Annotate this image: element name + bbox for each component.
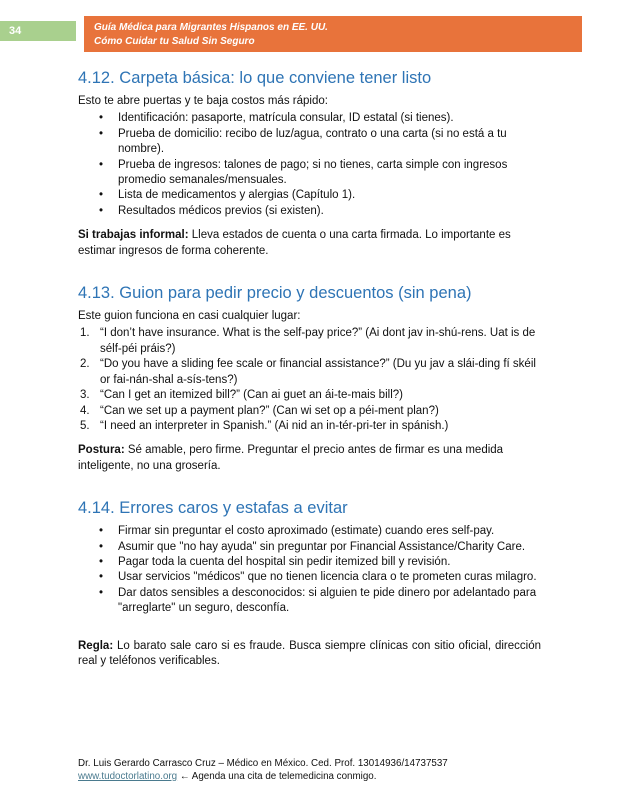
list-item: • Firmar sin preguntar el costo aproximado (estimate) cuando eres self-pay.	[78, 524, 541, 539]
section-heading-4-12: 4.12. Carpeta básica: lo que conviene tener listo	[78, 69, 432, 87]
page-number-badge	[0, 21, 76, 41]
page-footer	[78, 757, 448, 783]
list-item: “I don’t have insurance. What is the self-pay price?” (Ai dont jav in-shú-rens. Uat is de sélf-péi práis?)	[100, 327, 536, 355]
section-4-13-numbered-list	[78, 326, 541, 434]
list-item: • Usar servicios "médicos" que no tienen licencia clara o te prometen curas milagro.	[78, 570, 541, 585]
header-banner	[84, 16, 582, 52]
section-4-14-bullet-list	[78, 524, 541, 616]
section-4-12-intro: Esto te abre puertas y te baja costos más rápido:	[78, 95, 328, 107]
list-item: “Do you have a sliding fee scale or financial assistance?” (Du yu jav a slái-ding fí skéil or fai-nán-shal a-sís-tens?)	[100, 358, 536, 386]
page-header	[0, 16, 621, 52]
footer-cta-text: ← Agenda una cita de telemedicina conmigo.	[177, 771, 377, 782]
list-item: • Prueba de ingresos: talones de pago; si no tienes, carta simple con ingresos promedio semanales/mensuales.	[78, 158, 541, 189]
section-4-14-note	[78, 639, 541, 670]
section-4-13-note	[78, 443, 541, 474]
section-heading-4-14: 4.14. Errores caros y estafas a evitar	[78, 499, 348, 518]
note-text: Lo barato sale caro si es fraude. Busca siempre clínicas con sitio oficial, dirección real y teléfonos verificables.	[78, 639, 541, 667]
note-label: Postura:	[78, 444, 125, 457]
list-item: “I need an interpreter in Spanish.” (Ai nid an in-tér-pri-ter in spánish.)	[100, 419, 449, 432]
section-4-12-note	[78, 228, 541, 259]
section-heading-4-13: 4.13. Guion para pedir precio y descuentos (sin pena)	[78, 284, 472, 303]
note-text: Lleva estados de cuenta o una carta firmada. Lo importante es estimar ingresos de forma coherente.	[78, 229, 511, 257]
note-label: Si trabajas informal:	[78, 229, 189, 242]
header-title-line1: Guía Médica para Migrantes Hispanos en EE. UU.	[94, 22, 328, 33]
list-item: • Asumir que "no hay ayuda" sin preguntar por Financial Assistance/Charity Care.	[78, 540, 541, 555]
header-title-line2: Cómo Cuidar tu Salud Sin Seguro	[94, 35, 255, 47]
list-item: • Resultados médicos previos (si existen).	[78, 204, 541, 219]
list-item: • Identificación: pasaporte, matrícula consular, ID estatal (si tienes).	[78, 111, 541, 126]
note-text: Sé amable, pero firme. Preguntar el precio antes de firmar es una medida inteligente, no una grosería.	[78, 444, 504, 472]
footer-author-line: Dr. Luis Gerardo Carrasco Cruz – Médico en México. Ced. Prof. 13014936/14737537	[78, 758, 448, 769]
list-item: “Can we set up a payment plan?” (Can wi set op a péi-ment plan?)	[100, 404, 439, 417]
website-link[interactable]: www.tudoctorlatino.org	[78, 771, 178, 782]
list-item: • Lista de medicamentos y alergias (Capítulo 1).	[78, 188, 541, 203]
document-body	[0, 52, 621, 669]
page-number: 34	[9, 25, 22, 37]
section-4-13-intro: Este guion funciona en casi cualquier lugar:	[78, 310, 301, 323]
list-item: “Can I get an itemized bill?” (Can ai guet an ái-te-mais bill?)	[100, 389, 403, 402]
footer-contact-line	[78, 770, 448, 783]
note-label: Regla:	[78, 639, 114, 652]
section-4-12-bullet-list	[78, 111, 541, 219]
list-item: • Prueba de domicilio: recibo de luz/agua, contrato o una carta (si no está a tu nombre).	[78, 127, 541, 158]
list-item: • Dar datos sensibles a desconocidos: si alguien te pide dinero por adelantado para "arreglarte" un seguro, desconfía.	[78, 586, 541, 617]
list-item: • Pagar toda la cuenta del hospital sin pedir itemized bill y revisión.	[78, 555, 541, 570]
